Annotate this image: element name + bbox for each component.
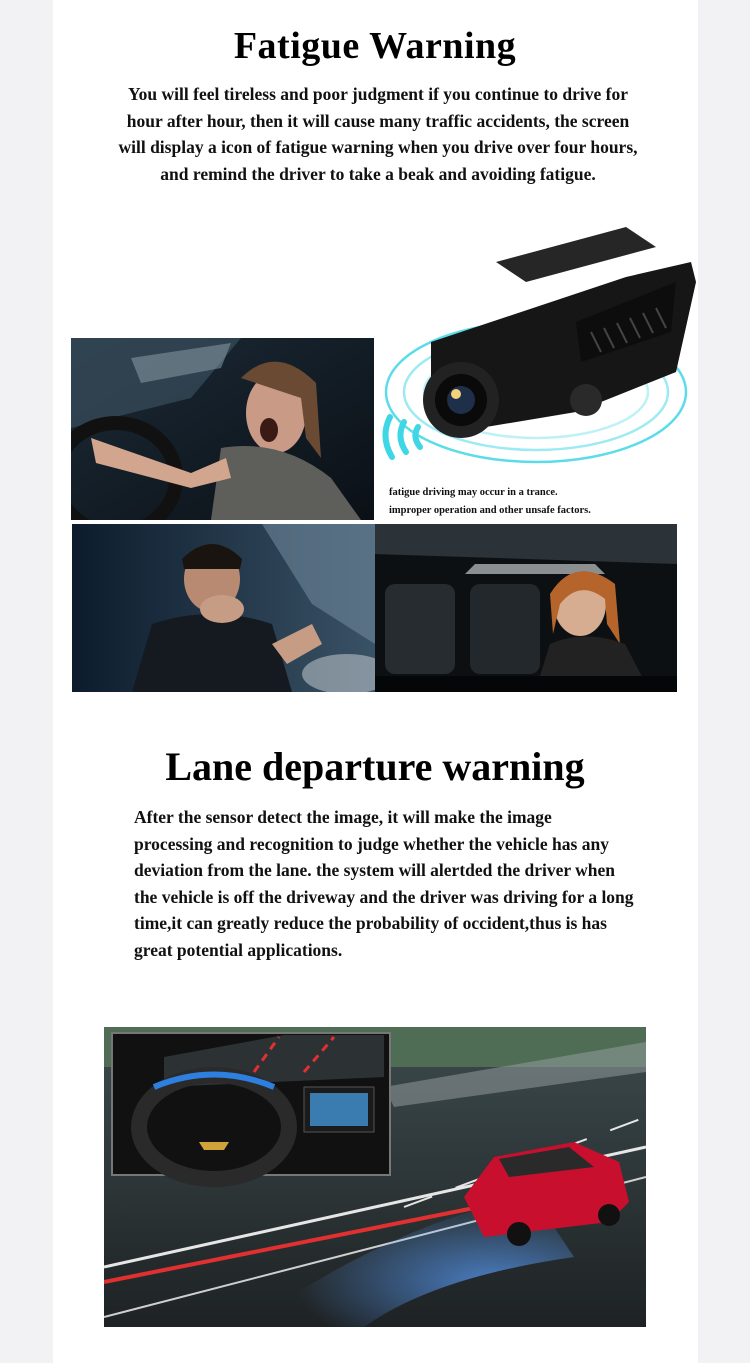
photo-sleeping-driver [375, 524, 677, 692]
lane-description: After the sensor detect the image, it will make the image processing and recognition to judge whether the vehicle has any deviation from the lane. the system will alertded the driver when the vehicle is off the driveway and the driver was driving for a long time,it can greatly reduce the probability of occident,thus is has great potential applications. [134, 807, 634, 960]
photo-tired-driver-man [72, 524, 375, 692]
sound-wave-icon [385, 417, 420, 457]
camera-icon [376, 222, 698, 482]
photo-yawning-driver [71, 338, 374, 520]
photo-lane-departure [104, 1027, 646, 1327]
fatigue-description: You will feel tireless and poor judgment if you continue to drive for hour after hour, then it will cause many traffic accidents, the screen will display a icon of fatigue warning when you drive over four hours, and remind the driver to take a beak and avoiding fatigue. [118, 84, 638, 184]
fatigue-title: Fatigue Warning [233, 25, 517, 67]
caption-line-2: improper operation and other unsafe factors. [389, 505, 591, 516]
lane-title: Lane departure warning [165, 744, 585, 789]
caption-line-1: fatigue driving may occur in a trance. [389, 487, 558, 498]
